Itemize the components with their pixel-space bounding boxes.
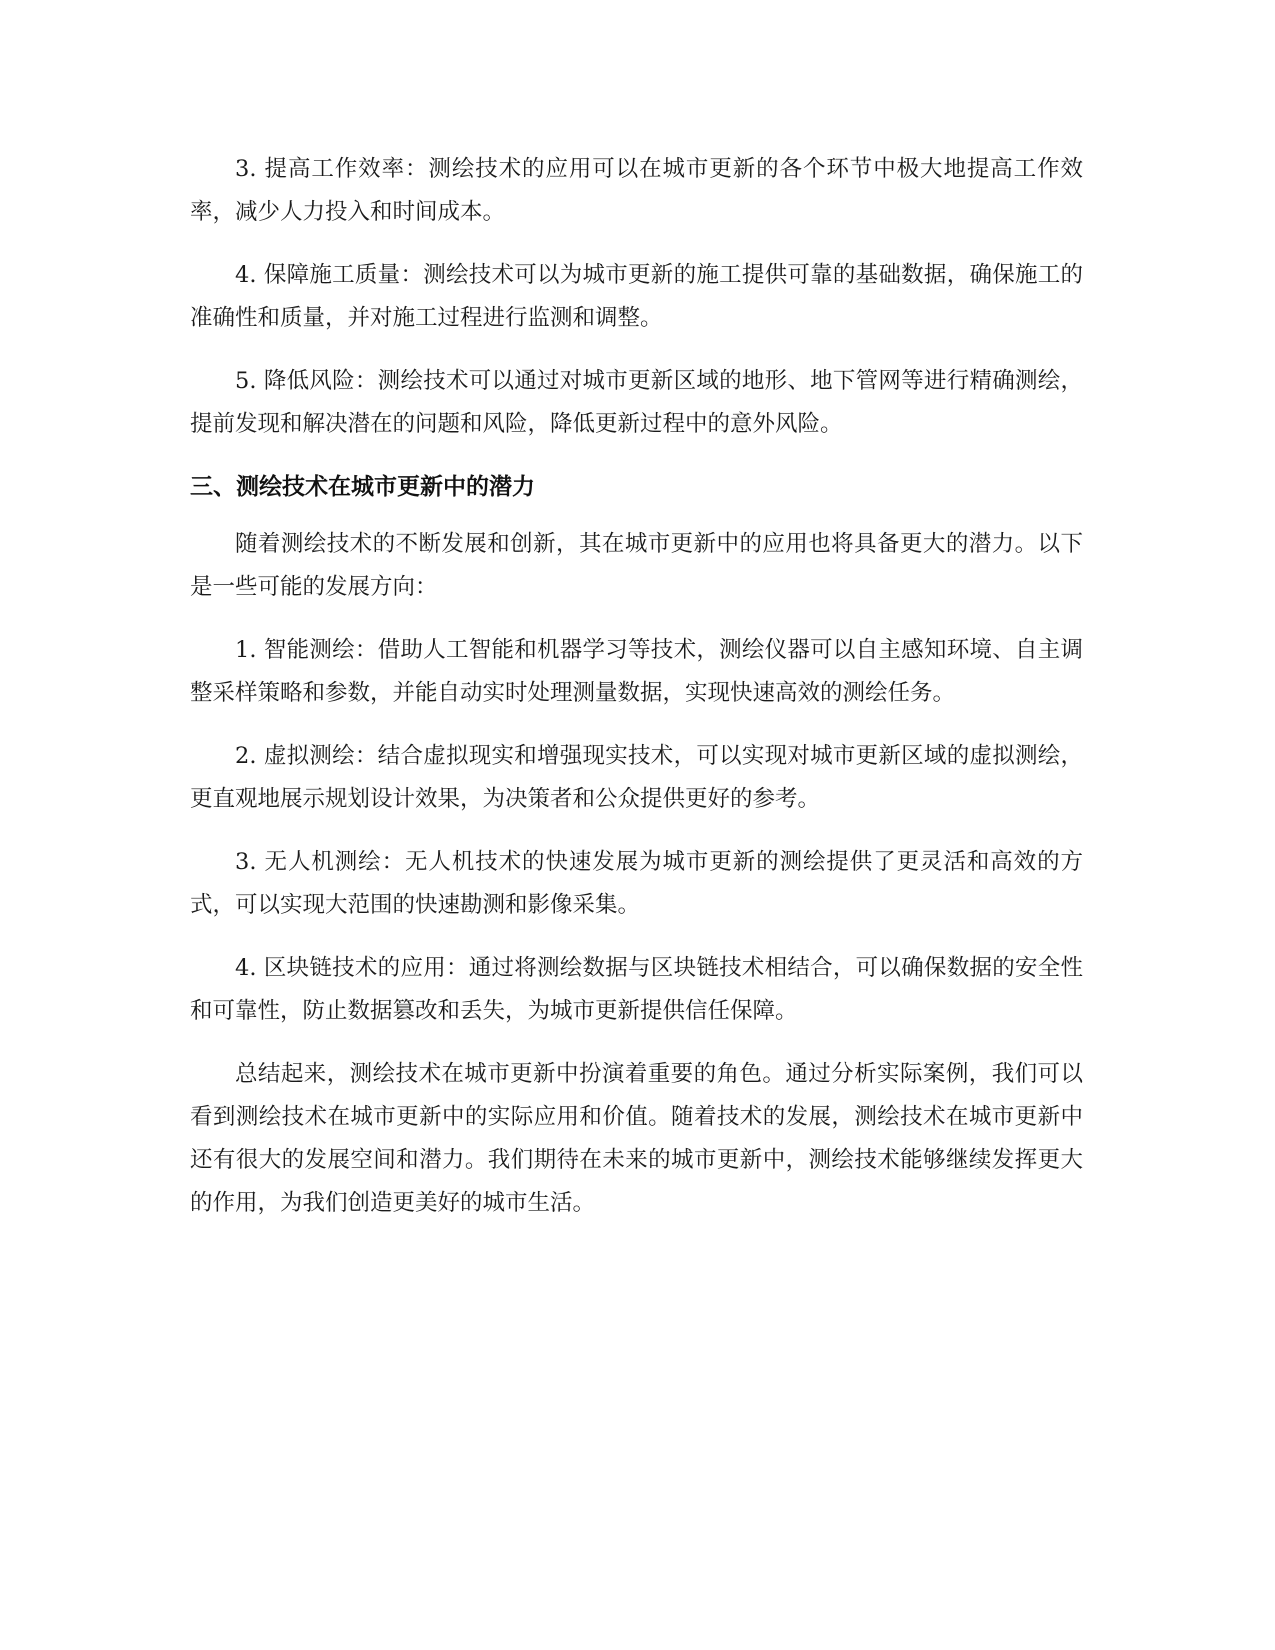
paragraph-conclusion: 总结起来，测绘技术在城市更新中扮演着重要的角色。通过分析实际案例，我们可以看到测绘技术在城市更新中的实际应用和价值。随着技术的发展，测绘技术在城市更新中还有很大的发展空间和潜力。我们期待在未来的城市更新中，测绘技术能够继续发挥更大的作用，为我们创造更美好的城市生活。 [190,1061,1083,1216]
paragraph-drone-surveying: 3. 无人机测绘：无人机技术的快速发展为城市更新的测绘提供了更灵活和高效的方式，可以实现大范围的快速勘测和影像采集。 [190,849,1083,918]
paragraph-construction-quality: 4. 保障施工质量：测绘技术可以为城市更新的施工提供可靠的基础数据，确保施工的准确性和质量，并对施工过程进行监测和调整。 [190,262,1083,331]
paragraph-intro-potential: 随着测绘技术的不断发展和创新，其在城市更新中的应用也将具备更大的潜力。以下是一些可能的发展方向： [190,531,1083,600]
document-body [190,148,1083,1245]
section-heading-potential: 三、测绘技术在城市更新中的潜力 [190,474,535,500]
paragraph-blockchain: 4. 区块链技术的应用：通过将测绘数据与区块链技术相结合，可以确保数据的安全性和可靠性，防止数据篡改和丢失，为城市更新提供信任保障。 [190,955,1083,1024]
paragraph-smart-surveying: 1. 智能测绘：借助人工智能和机器学习等技术，测绘仪器可以自主感知环境、自主调整采样策略和参数，并能自动实时处理测量数据，实现快速高效的测绘任务。 [190,637,1083,706]
paragraph-virtual-surveying: 2. 虚拟测绘：结合虚拟现实和增强现实技术，可以实现对城市更新区域的虚拟测绘，更直观地展示规划设计效果，为决策者和公众提供更好的参考。 [190,743,1083,812]
paragraph-improve-efficiency: 3. 提高工作效率：测绘技术的应用可以在城市更新的各个环节中极大地提高工作效率，减少人力投入和时间成本。 [190,156,1083,225]
paragraph-reduce-risk: 5. 降低风险：测绘技术可以通过对城市更新区域的地形、地下管网等进行精确测绘，提前发现和解决潜在的问题和风险，降低更新过程中的意外风险。 [190,368,1083,437]
